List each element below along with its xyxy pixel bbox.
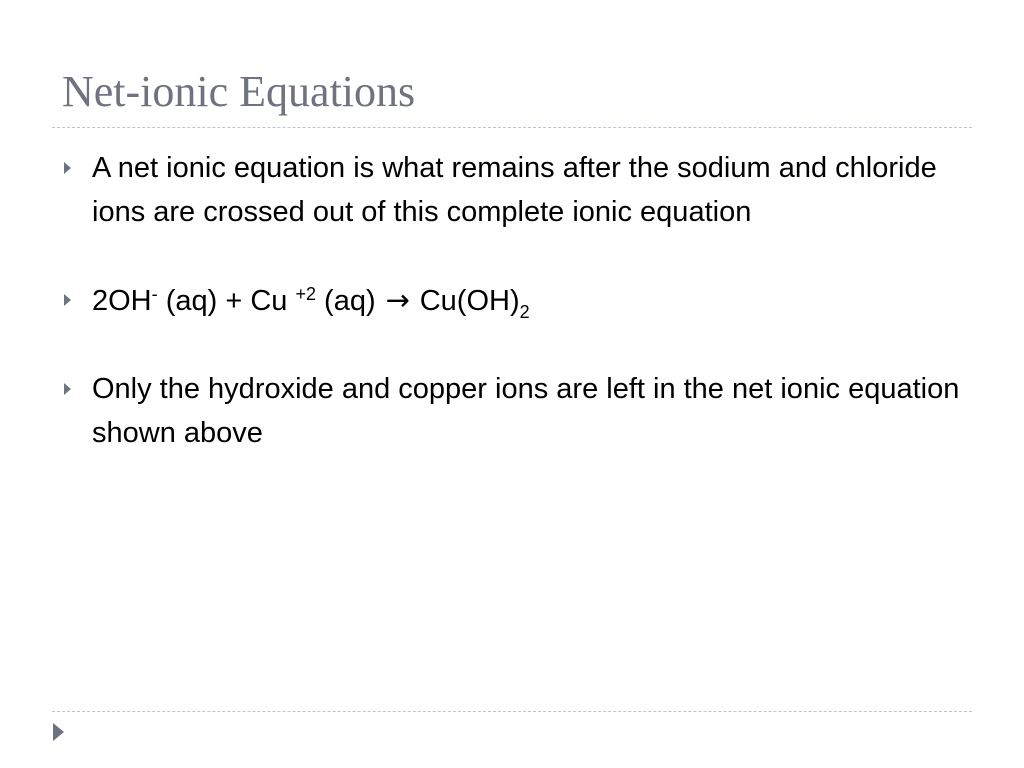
bullet-triangle-icon (64, 383, 71, 395)
bullet-text: A net ionic equation is what remains after the sodium and chloride ions are crossed out of this complete ionic equation (92, 152, 937, 228)
bullet-triangle-icon (64, 162, 71, 174)
title-divider (52, 127, 972, 128)
equation-reactant-hydroxide: 2OH (92, 285, 152, 317)
bullet-item-conclusion (62, 367, 972, 455)
equation (92, 283, 530, 322)
slide-title: Net-ionic Equations (62, 67, 416, 116)
bullet-item-equation (62, 278, 972, 323)
equation-state-and-copper: (aq) + Cu (157, 285, 296, 317)
bullet-list (62, 146, 972, 455)
bullet-item-definition (62, 146, 972, 234)
footer-divider (52, 711, 972, 712)
equation-copper-charge: +2 (295, 284, 316, 304)
equation-state-aqueous: (aq) (315, 285, 384, 317)
bullet-triangle-icon (64, 294, 71, 306)
equation-hydroxide-charge: - (151, 284, 158, 304)
reaction-arrow-icon: → (385, 283, 410, 317)
equation-product-subscript: 2 (519, 302, 530, 322)
bullet-text: Only the hydroxide and copper ions are left in the net ionic equation shown above (92, 373, 960, 449)
equation-product: Cu(OH) (411, 285, 520, 317)
next-slide-arrow-icon[interactable] (53, 723, 64, 741)
